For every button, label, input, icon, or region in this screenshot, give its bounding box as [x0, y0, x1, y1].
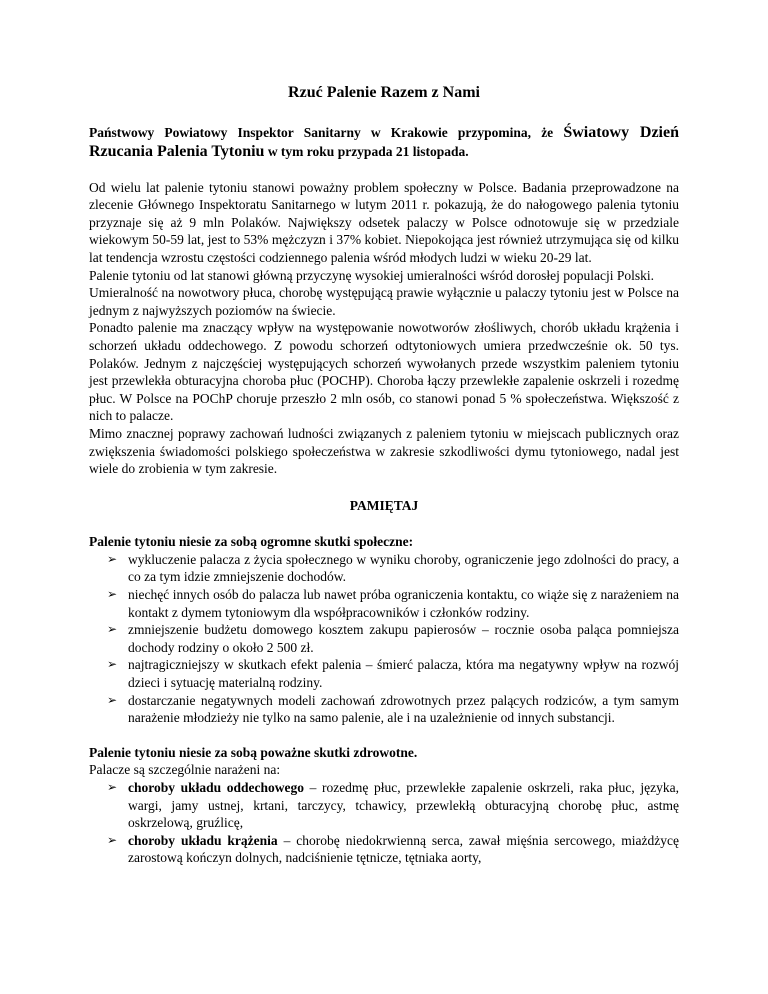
arrow-bullet-icon: ➢	[107, 832, 118, 847]
list-item	[89, 832, 679, 867]
remember-heading: PAMIĘTAJ	[349, 497, 419, 513]
list-item-text: dostarczanie negatywnych modeli zachowań zdrowotnych przez palących rodziców, a tym samym narażenie młodzieży nie tylko na samo palenie, ale i na uzależnienie od innych substancji.	[128, 692, 679, 726]
list-item-text: wykluczenie palacza z życia społecznego w wyniku choroby, ograniczenie jego zdolności do pracy, a co za tym idzie zmniejszenie dochodów.	[128, 551, 679, 585]
social-effects-list	[89, 551, 679, 727]
social-effects-heading: Palenie tytoniu niesie za sobą ogromne skutki społeczne:	[89, 534, 414, 550]
body-paragraph-4: Ponadto palenie ma znaczący wpływ na występowanie nowotworów złośliwych, chorób układu krążenia i schorzeń układu oddechowego. Z powodu schorzeń odtytoniowych umiera przedwcześnie ok. 50 tys. Polaków. Jednym z najczęściej występujących schorzeń wywołanych przede wszystkim paleniem tytoniu jest przewlekła obturacyjna choroba płuc (POCHP). Choroba łączy przewlekłe zapalenie oskrzeli i rozedmę płuc. W Polsce na POChP choruje przeszło 2 mln osób, co stanowi ponad 5 % społeczeństwa. Większość z nich to palacze.	[89, 320, 679, 424]
body-paragraph-2: Palenie tytoniu od lat stanowi główną przyczynę wysokiej umieralności wśród dorosłej populacji Polski.	[89, 267, 655, 283]
intro-paragraph	[89, 123, 679, 161]
list-item	[89, 586, 679, 621]
list-item	[89, 779, 679, 832]
list-item	[89, 551, 679, 586]
intro-text-end: w tym roku przypada 21 listopada.	[264, 143, 469, 159]
section-spacer	[89, 727, 679, 744]
document-title: Rzuć Palenie Razem z Nami	[288, 84, 480, 101]
intro-text-start: Państwowy Powiatowy Inspektor Sanitarny w Krakowie przypomina, że	[89, 124, 564, 140]
document-page	[89, 84, 679, 867]
list-item-text: zmniejszenie budżetu domowego kosztem zakupu papierosów – rocznie osoba paląca pomniejsza dochody rodziny o około 2 500 zł.	[128, 622, 679, 655]
list-item	[89, 656, 679, 691]
list-item-label: choroby układu oddechowego	[128, 780, 304, 795]
list-item-label: choroby układu krążenia	[128, 832, 278, 848]
list-item-text: niechęć innych osób do palacza lub nawet próba ograniczenia kontaktu, co wiąże się z narażeniem na kontakt z dymem tytoniowym dla współpracowników i członków rodziny.	[128, 587, 679, 620]
arrow-bullet-icon: ➢	[107, 657, 118, 672]
health-effects-subheading: Palacze są szczególnie narażeni na:	[89, 762, 281, 778]
arrow-bullet-icon: ➢	[107, 622, 118, 637]
body-paragraph-1: Od wielu lat palenie tytoniu stanowi poważny problem społeczny w Polsce. Badania przeprowadzone na zlecenie Głównego Inspektoratu Sanitarnego w lutym 2011 r. pokazują, że do nałogowego palenia tytoniu przyznaje się aż 9 mln Polaków. Największy odsetek palaczy w Polsce odnotowuje się w przedziale wiekowym 50-59 lat, jest to 53% mężczyzn i 37% kobiet. Niepokojąca jest również utrzymująca się od kilku lat tendencja wzrostu częstości codziennego palenia wśród młodych ludzi w wieku 20-29 lat.	[89, 179, 679, 265]
list-item-text: najtragiczniejszy w skutkach efekt palenia – śmierć palacza, która ma negatywny wpływ na rozwój dzieci i sytuację materialną rodziny.	[128, 657, 679, 691]
health-effects-heading: Palenie tytoniu niesie za sobą poważne skutki zdrowotne.	[89, 744, 418, 760]
arrow-bullet-icon: ➢	[107, 551, 118, 566]
list-item	[89, 621, 679, 656]
list-item-text: – chorobę niedokrwienną serca, zawał mięśnia sercowego, miażdżycę zarostową kończyn dolnych, nadciśnienie tętnicze, tętniaka aorty,	[128, 832, 679, 866]
arrow-bullet-icon: ➢	[107, 587, 118, 602]
arrow-bullet-icon: ➢	[107, 692, 118, 707]
body-paragraph-3: Umieralność na nowotwory płuca, chorobę występującą prawie wyłącznie u palaczy tytoniu jest w Polsce na jednym z najwyższych poziomów na świecie.	[89, 285, 679, 318]
arrow-bullet-icon: ➢	[107, 780, 118, 794]
health-effects-list	[89, 779, 679, 867]
list-item	[89, 692, 679, 727]
intro-highlight: Światowy Dzień Rzucania Palenia Tytoniu	[89, 123, 679, 160]
body-paragraph-5: Mimo znacznej poprawy zachowań ludności związanych z paleniem tytoniu w miejscach publicznych oraz zwiększenia świadomości polskiego społeczeństwa w zakresie szkodliwości dymu tytoniowego, nadal jest wiele do zrobienia w tym zakresie.	[89, 425, 679, 477]
list-item-text: – rozedmę płuc, przewlekłe zapalenie oskrzeli, raka płuc, języka, wargi, jamy ustnej, krtani, tarczycy, tchawicy, przewlekłą obturacyjną chorobę płuc, astmę oskrzelową, gruźlicę,	[128, 780, 679, 831]
